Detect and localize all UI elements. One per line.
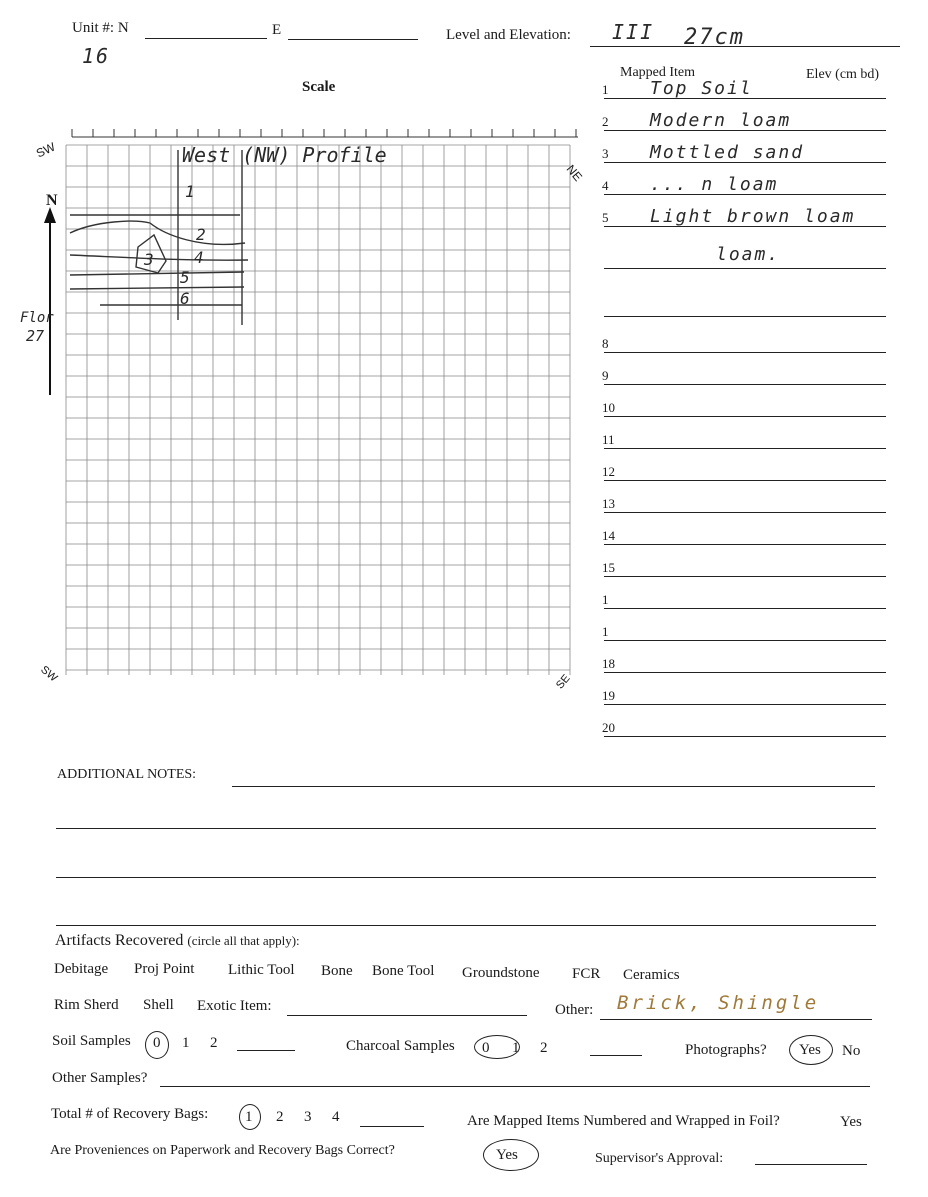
bags-option-1[interactable]: 1 [245,1109,253,1125]
artifact-fcr[interactable]: FCR [572,966,601,982]
mapped-item-number: 8 [602,336,609,351]
notes-line-1[interactable] [232,786,875,787]
mapped-item-line[interactable] [604,640,886,641]
floor-value: 27 [26,327,45,345]
mapped-item-number: 12 [602,464,615,479]
level-elevation-field[interactable] [590,46,900,47]
mapped-item-number: 18 [602,656,615,671]
photographs-yes-circle [789,1035,833,1065]
artifact-debitage[interactable]: Debitage [54,961,109,977]
mapped-item-line[interactable] [604,544,886,545]
bags-option-1-circle [239,1104,261,1130]
artifact-bone[interactable]: Bone [321,963,353,979]
mapped-item-line[interactable] [604,672,886,673]
soil-option-1[interactable]: 1 [182,1035,190,1051]
mapped-item-line[interactable] [604,736,886,737]
layer-boundary-5 [70,287,244,289]
artifacts-heading [55,932,300,950]
notes-line-4[interactable] [56,925,876,926]
mapped-item-number: 20 [602,720,615,735]
mapped-item-number: 9 [602,368,609,383]
unit-n-field[interactable] [145,38,267,39]
supervisor-approval-field[interactable] [755,1164,867,1165]
mapped-item-line[interactable] [604,480,886,481]
profile-grid [0,115,600,705]
mapped-item-text: Mottled sand [650,142,805,163]
wrapped-in-foil-label: Are Mapped Items Numbered and Wrapped in Foil? [467,1113,780,1129]
mapped-item-number: 2 [602,114,609,129]
level-value: III [612,20,655,44]
soil-option-0[interactable]: 0 [153,1035,161,1051]
grid-lines [66,145,570,675]
mapped-item-number: 3 [602,146,609,161]
bags-option-2[interactable]: 2 [276,1109,284,1125]
mapped-item-number: 15 [602,560,615,575]
soil-option-2[interactable]: 2 [210,1035,218,1051]
unit-handwritten-value: 16 [82,44,111,68]
unit-e-label: E [272,22,282,38]
supervisor-approval-label: Supervisor's Approval: [595,1151,724,1166]
layer-number-5: 5 [180,268,192,287]
exotic-item-label: Exotic Item: [197,998,272,1014]
unit-n-label: Unit #: N [72,20,129,36]
mapped-item-number: 1 [602,624,609,639]
artifact-lithic-tool[interactable]: Lithic Tool [228,962,295,978]
corner-sw-top: SW [33,139,58,161]
corner-sw-bottom: SW [38,663,60,685]
mapped-item-text: loam. [716,244,781,265]
soil-samples-field[interactable] [237,1050,295,1051]
bags-option-4[interactable]: 4 [332,1109,340,1125]
charcoal-option-2[interactable]: 2 [540,1040,548,1056]
mapped-item-number: 5 [602,210,609,225]
provenience-label: Are Proveniences on Paperwork and Recovery Bags Correct? [50,1143,395,1158]
charcoal-samples-field[interactable] [590,1055,642,1056]
layer-number-6: 6 [180,289,192,308]
unit-e-field[interactable] [288,39,418,40]
other-label: Other: [555,1002,594,1018]
floor-label: Flor [20,310,54,326]
photographs-label: Photographs? [685,1042,767,1058]
artifact-rim-sherd[interactable]: Rim Sherd [54,997,119,1013]
layer-number-2: 2 [196,225,208,244]
artifact-proj-point[interactable]: Proj Point [134,961,195,977]
charcoal-option-1[interactable]: 1 [512,1040,520,1056]
mapped-item-number: 14 [602,528,615,543]
mapped-item-number: 1 [602,592,609,607]
soil-option-0-circle [145,1031,169,1059]
artifact-bone-tool[interactable]: Bone Tool [372,963,435,979]
layer-number-1: 1 [185,182,197,201]
scale-ruler-ticks [72,129,576,137]
other-samples-label: Other Samples? [52,1070,148,1086]
notes-line-2[interactable] [56,828,876,829]
layer-number-3: 3 [144,250,156,269]
mapped-item-header: Mapped Item [620,65,696,80]
recovery-bags-label: Total # of Recovery Bags: [51,1106,209,1122]
mapped-item-line[interactable] [604,512,886,513]
mapped-item-number: 19 [602,688,615,703]
mapped-item-line[interactable] [604,448,886,449]
mapped-item-line[interactable] [604,576,886,577]
mapped-item-line[interactable] [604,384,886,385]
level-elevation-label: Level and Elevation: [446,27,571,43]
artifacts-heading-note: (circle all that apply): [187,933,300,948]
corner-ne: NE [563,162,586,184]
profile-sketch [70,150,248,325]
mapped-item-number: 11 [602,432,615,447]
artifacts-heading-text: Artifacts Recovered [55,932,184,949]
provenience-yes[interactable]: Yes [496,1147,518,1163]
charcoal-option-0[interactable]: 0 [482,1040,490,1056]
mapped-item-line[interactable] [604,268,886,269]
charcoal-samples-label: Charcoal Samples [346,1038,455,1054]
soil-samples-label: Soil Samples [52,1033,131,1049]
mapped-item-number: 10 [602,400,615,415]
notes-line-3[interactable] [56,877,876,878]
mapped-item-text: ... n loam [650,174,779,195]
photographs-no[interactable]: No [842,1043,861,1059]
exotic-item-field[interactable] [287,1015,527,1016]
profile-title: West (NW) Profile [182,143,387,167]
artifact-ceramics[interactable]: Ceramics [623,967,680,983]
provenience-yes-circle [483,1139,539,1171]
mapped-item-text: Light brown loam [650,206,856,227]
wrapped-in-foil-yes[interactable]: Yes [840,1114,862,1130]
layer-boundary-3 [70,255,248,260]
bags-count-field[interactable] [360,1126,424,1127]
mapped-item-text: Top Soil [650,78,753,99]
corner-se: SE [554,672,573,692]
other-field[interactable] [600,1019,872,1020]
mapped-item-line[interactable] [604,608,886,609]
scale-label: Scale [302,79,336,95]
north-label: N [46,192,58,209]
other-samples-field[interactable] [160,1086,870,1087]
bags-option-3[interactable]: 3 [304,1109,312,1125]
elevation-header: Elev (cm bd) [806,67,880,82]
mapped-item-number: 1 [602,82,609,97]
mapped-item-line[interactable] [604,352,886,353]
artifact-groundstone[interactable]: Groundstone [462,965,540,981]
additional-notes-label: ADDITIONAL NOTES: [57,767,197,782]
elevation-value: 27cm [684,25,745,50]
mapped-item-line[interactable] [604,416,886,417]
mapped-item-text: Modern loam [650,110,792,131]
artifact-shell[interactable]: Shell [143,997,174,1013]
mapped-item-number: 4 [602,178,609,193]
mapped-item-line[interactable] [604,704,886,705]
mapped-item-line[interactable] [604,316,886,317]
layer-number-4: 4 [194,248,206,267]
photographs-yes[interactable]: Yes [799,1042,821,1058]
mapped-item-number: 13 [602,496,615,511]
other-value: Brick, Shingle [617,992,820,1014]
